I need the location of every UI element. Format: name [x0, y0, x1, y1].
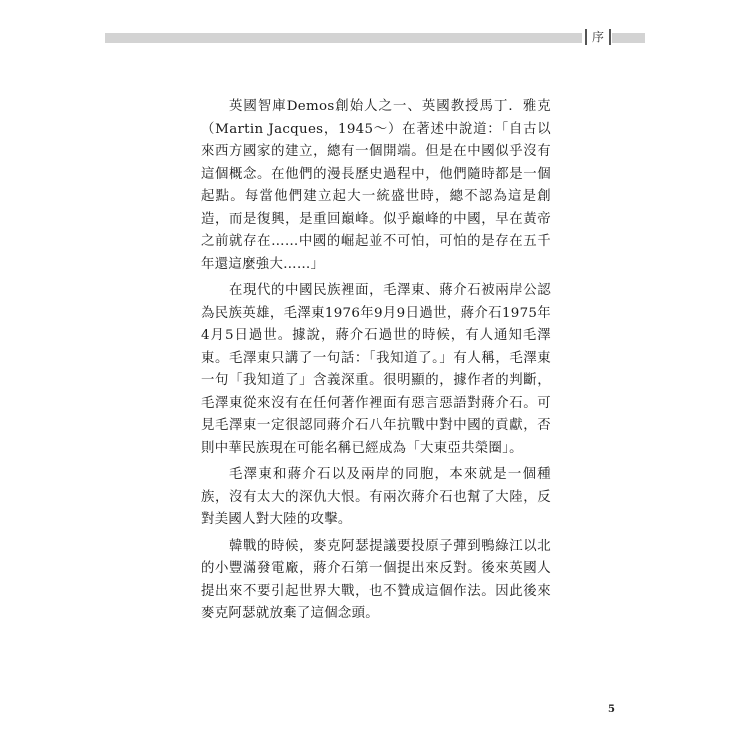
header-rule: [105, 33, 582, 43]
paragraph: 在現代的中國民族裡面，毛澤東、蔣介石被兩岸公認為民族英雄，毛澤東1976年9月9日過世，蔣介石1975年4月5日過世。據說，蔣介石過世的時候，有人通知毛澤東。毛澤東只講了一句話：「我知道了。」有人稱，毛澤東一句「我知道了」含義深重。很明顯的，據作者的判斷，毛澤東從來沒有在任何著作裡面有惡言惡語對蔣介石。可見毛澤東一定很認同蔣介石八年抗戰中對中國的貢獻，否則中華民族現在可能名稱已經成為「大東亞共榮圈」。: [201, 283, 551, 456]
section-tab: 序: [585, 29, 611, 45]
paragraph: 毛澤東和蔣介石以及兩岸的同胞，本來就是一個種族，沒有太大的深仇大恨。有兩次蔣介石也幫了大陸，反對美國人對大陸的攻擊。: [201, 467, 551, 527]
paragraph: 韓戰的時候，麥克阿瑟提議要投原子彈到鴨綠江以北的小豐滿發電廠，蔣介石第一個提出來反對。後來英國人提出來不要引起世界大戰，也不贊成這個作法。因此後來麥克阿瑟就放棄了這個念頭。: [201, 538, 551, 621]
header-rule-end: [612, 33, 645, 43]
page-body: [201, 96, 551, 630]
page-number: 5: [608, 704, 615, 715]
paragraph: 英國智庫Demos創始人之一、英國教授馬丁．雅克（Martin Jacques，1945～）在著述中說道：「自古以來西方國家的建立，總有一個開端。但是在中國似乎沒有這個概念。在他們的漫長歷史過程中，他們隨時都是一個起點。每當他們建立起大一統盛世時，總不認為這是創造，而是復興，是重回巔峰。似乎巔峰的中國，早在黃帝之前就存在……中國的崛起並不可怕，可怕的是存在五千年還這麼強大……」: [201, 99, 551, 272]
